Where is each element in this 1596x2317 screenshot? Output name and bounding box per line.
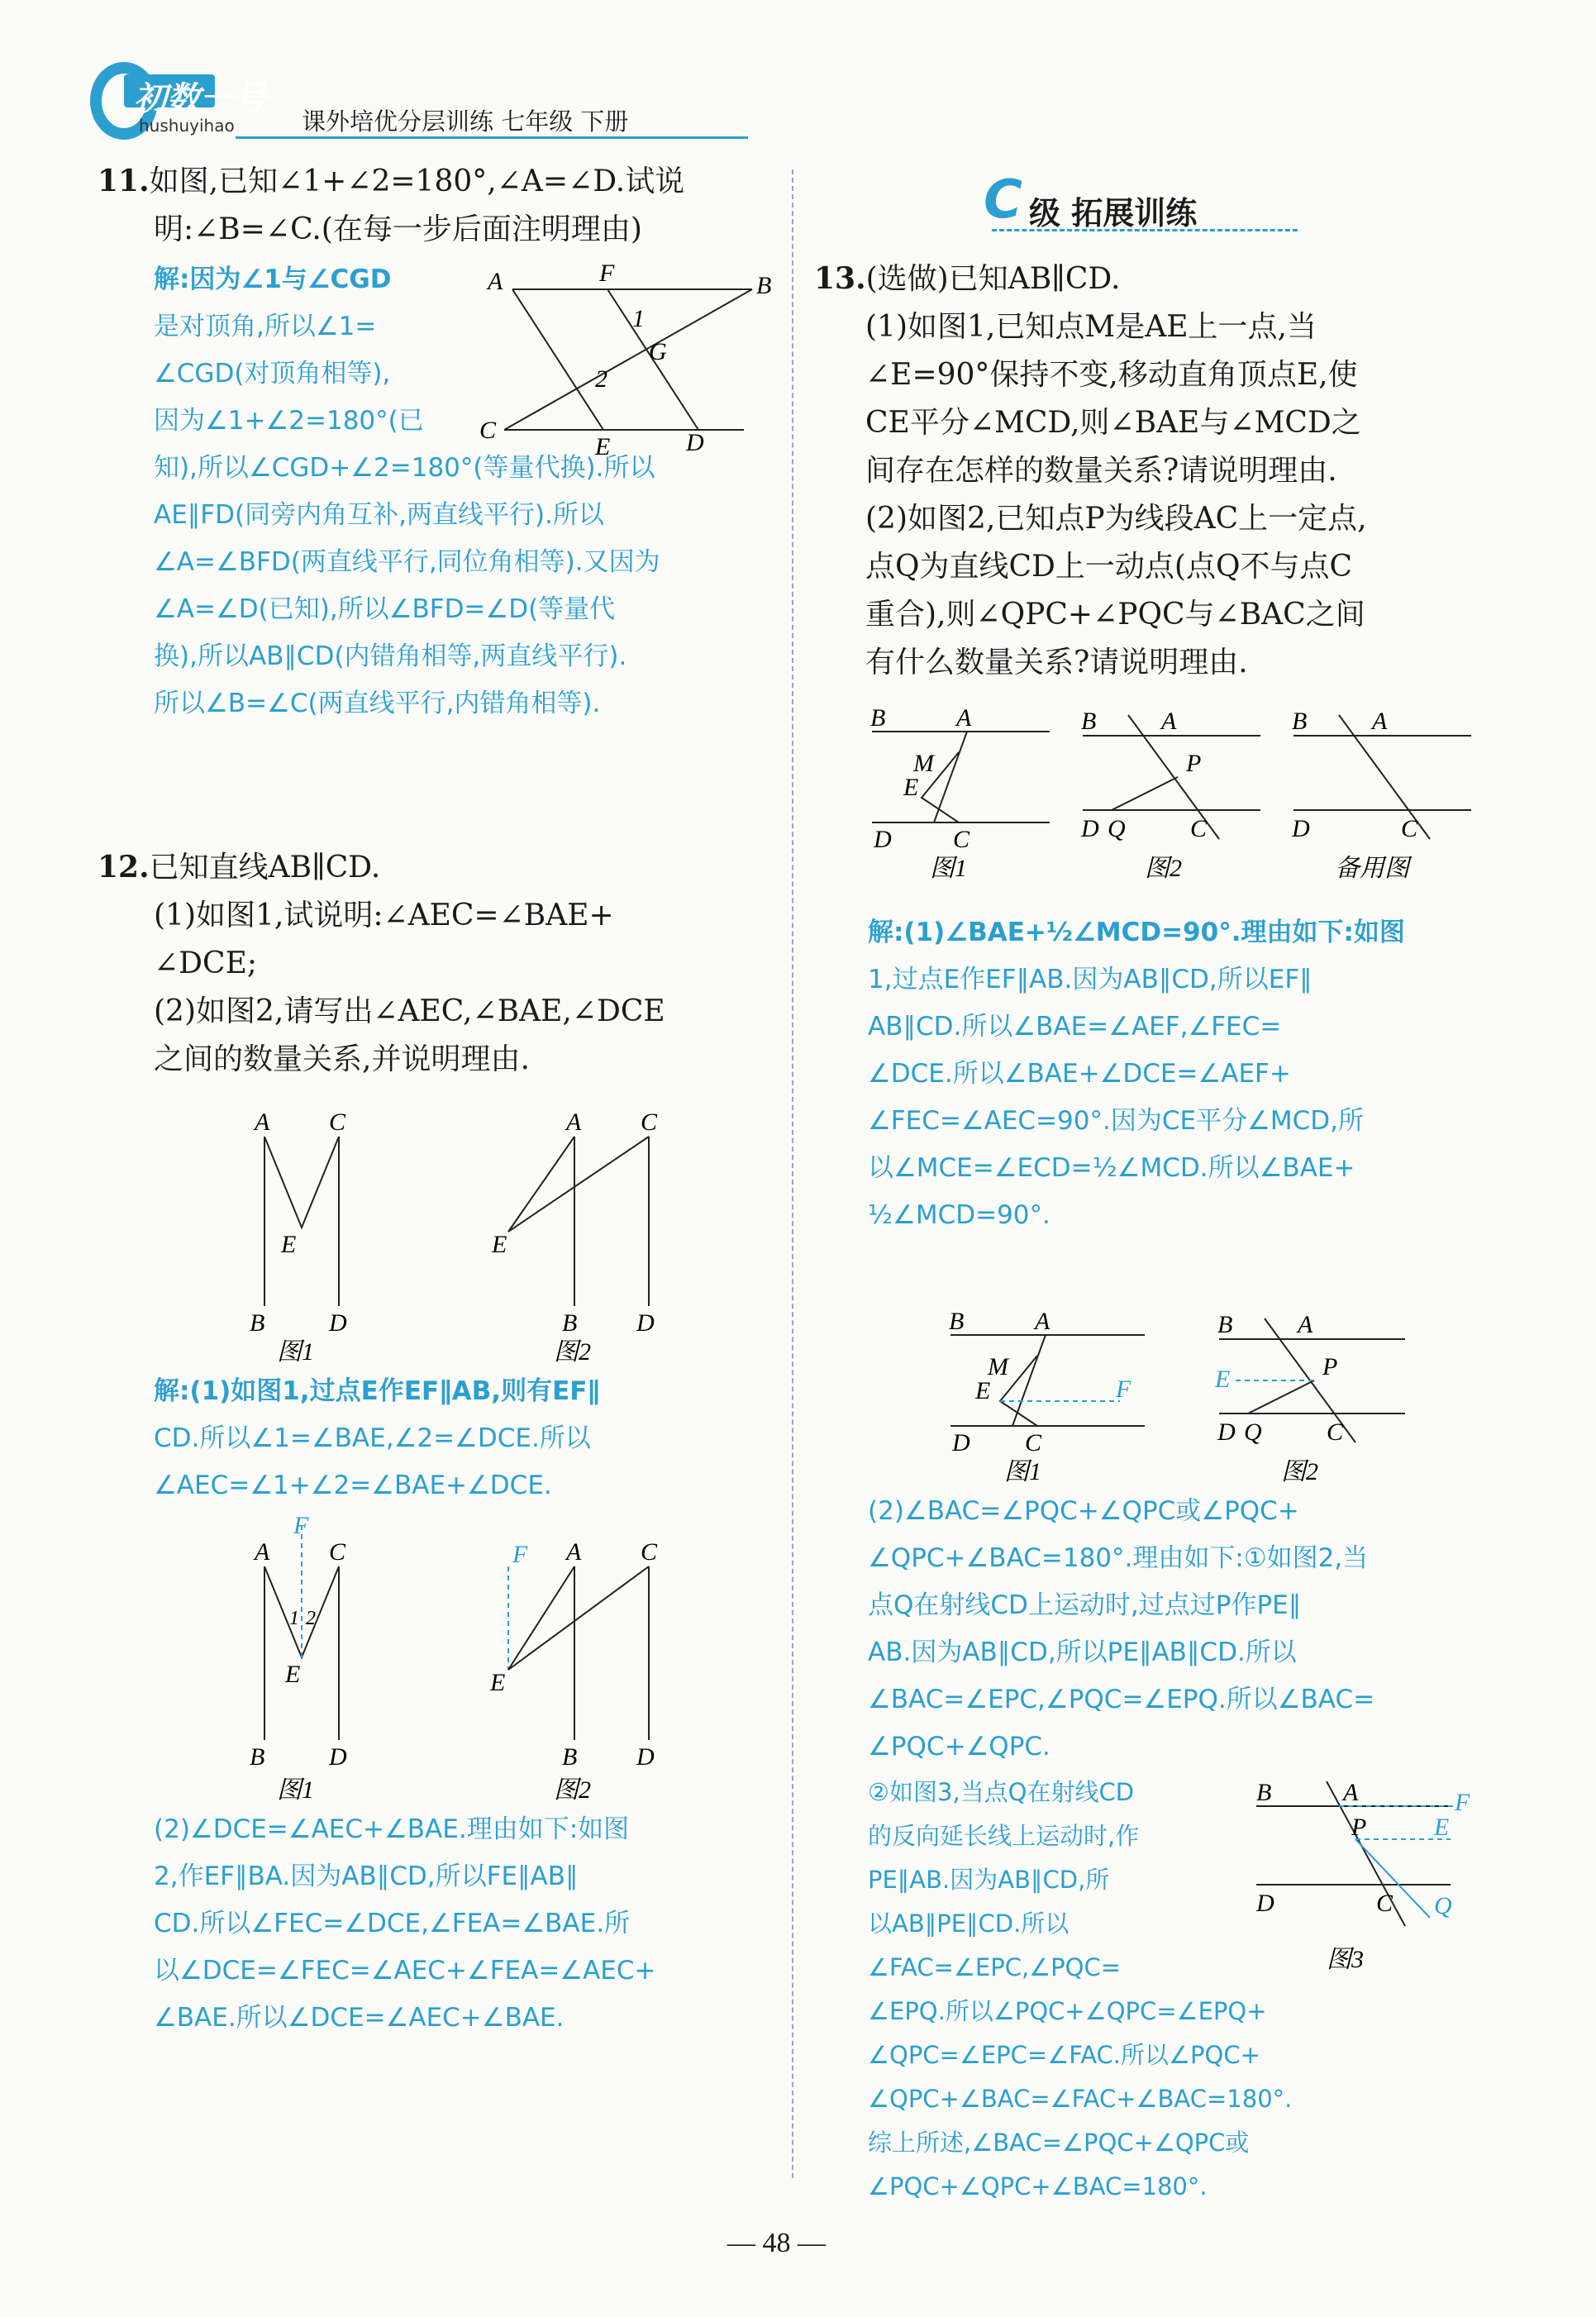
svg-text:E: E <box>281 1231 297 1258</box>
svg-text:B: B <box>1081 708 1097 735</box>
svg-text:D: D <box>952 1429 970 1456</box>
solution-line: ∠QPC=∠EPC=∠FAC.所以∠PQC+ <box>868 2041 1260 2069</box>
svg-text:D: D <box>1256 1890 1274 1917</box>
question-text: (1)如图1,已知点M是AE上一点,当 <box>865 310 1317 344</box>
solution-12-part2 <box>154 1806 765 2042</box>
solution-line: ∠FEC=∠AEC=90°.因为CE平分∠MCD,所 <box>868 1106 1364 1136</box>
svg-text:B: B <box>562 1309 578 1337</box>
solution-line: PE∥AB.因为AB∥CD,所 <box>868 1866 1110 1894</box>
point-label: F <box>599 260 615 287</box>
solution-13-part1 <box>868 909 1554 1239</box>
figure-caption: 图3 <box>1327 1946 1364 1973</box>
question-text: ∠DCE; <box>154 946 257 980</box>
svg-text:B: B <box>870 704 886 732</box>
logo-english: hushuyihao <box>139 116 235 136</box>
svg-text:D: D <box>636 1309 655 1337</box>
point-label: G <box>649 338 667 365</box>
svg-text:E: E <box>1434 1814 1450 1841</box>
svg-text:A: A <box>255 1108 270 1136</box>
solution-line: 知),所以∠CGD+∠2=180°(等量代换).所以 <box>154 453 655 483</box>
figure-caption: 备用图 <box>1335 855 1409 882</box>
svg-text:B: B <box>949 1308 965 1335</box>
solution-line: 1,过点E作EF∥AB.因为AB∥CD,所以EF∥ <box>868 965 1313 994</box>
svg-text:E: E <box>903 774 919 801</box>
figure-q13-sol-3 <box>1248 1769 1479 1976</box>
svg-text:C: C <box>641 1538 658 1566</box>
figure-q13-sol-2 <box>1211 1306 1409 1488</box>
svg-text:C: C <box>1190 815 1208 842</box>
svg-text:E: E <box>285 1661 301 1688</box>
svg-text:Q: Q <box>1244 1418 1262 1446</box>
solution-line: 2,作EF∥BA.因为AB∥CD,所以FE∥AB∥ <box>154 1862 579 1891</box>
question-13 <box>814 255 1541 687</box>
page-number: — 48 — <box>727 2228 826 2258</box>
question-text: 已知直线AB∥CD. <box>149 851 381 884</box>
solution-line: ∠PQC+∠QPC+∠BAC=180°. <box>868 2172 1208 2200</box>
solution-line: 解:(1)如图1,过点E作EF∥AB,则有EF∥ <box>154 1376 600 1406</box>
question-text: (2)如图2,请写出∠AEC,∠BAE,∠DCE <box>154 994 665 1028</box>
svg-text:A: A <box>566 1538 582 1566</box>
figure-caption: 图1 <box>930 855 967 882</box>
svg-text:E: E <box>492 1231 507 1258</box>
svg-text:P: P <box>1351 1814 1367 1841</box>
solution-line: ∠QPC+∠BAC=180°.理由如下:①如图2,当 <box>868 1543 1369 1573</box>
header-rule <box>236 136 748 139</box>
figure-caption: 图2 <box>554 1776 591 1804</box>
svg-text:C: C <box>953 826 970 853</box>
solution-line: ∠AEC=∠1+∠2=∠BAE+∠DCE. <box>154 1471 552 1500</box>
svg-text:B: B <box>1256 1779 1272 1806</box>
angle-label: 1 <box>632 305 645 332</box>
svg-text:2: 2 <box>306 1608 316 1629</box>
column-divider <box>792 169 793 2178</box>
svg-text:Q: Q <box>1434 1892 1452 1919</box>
svg-text:D: D <box>329 1743 347 1771</box>
svg-text:M: M <box>988 1353 1008 1380</box>
section-title: 级 拓展训练 <box>1029 195 1198 231</box>
svg-text:B: B <box>250 1309 265 1337</box>
question-11 <box>98 157 759 254</box>
svg-text:E: E <box>1215 1366 1231 1393</box>
solution-line: ∠QPC+∠BAC=∠FAC+∠BAC=180°. <box>868 2085 1293 2113</box>
svg-text:A: A <box>566 1108 582 1136</box>
solution-line: AB∥CD.所以∠BAE=∠AEF,∠FEC= <box>868 1012 1282 1042</box>
solution-line: ½∠MCD=90°. <box>868 1200 1051 1230</box>
question-text: 有什么数量关系?请说明理由. <box>865 646 1248 679</box>
solution-line: ∠EPQ.所以∠PQC+∠QPC=∠EPQ+ <box>868 1997 1267 2025</box>
question-text: 如图,已知∠1+∠2=180°,∠A=∠D.试说 <box>149 164 685 198</box>
solution-line: ∠BAE.所以∠DCE=∠AEC+∠BAE. <box>154 2003 565 2033</box>
figure-q11 <box>479 260 772 460</box>
svg-text:A: A <box>1035 1308 1051 1335</box>
svg-text:D: D <box>636 1743 655 1771</box>
solution-line: ②如图3,当点Q在射线CD <box>868 1778 1135 1806</box>
svg-text:P: P <box>1322 1353 1338 1380</box>
svg-text:M: M <box>913 750 934 777</box>
figure-q12-sol-1 <box>240 1512 372 1806</box>
svg-text:D: D <box>1292 815 1310 842</box>
question-text: CE平分∠MCD,则∠BAE与∠MCD之 <box>865 406 1361 440</box>
solution-line: 所以∠B=∠C(两直线平行,内错角相等). <box>154 689 601 718</box>
question-text: 点Q为直线CD上一动点(点Q不与点C <box>865 550 1353 584</box>
solution-line: 解:因为∠1与∠CGD <box>154 265 392 294</box>
solution-line: AB.因为AB∥CD,所以PE∥AB∥CD.所以 <box>868 1638 1297 1667</box>
figure-caption: 图1 <box>1004 1458 1041 1485</box>
question-text: 重合),则∠QPC+∠PQC与∠BAC之间 <box>865 598 1365 632</box>
svg-text:C: C <box>641 1108 658 1136</box>
svg-text:C: C <box>1327 1418 1344 1446</box>
question-text: 间存在怎样的数量关系?请说明理由. <box>865 454 1337 488</box>
question-12 <box>98 843 767 1084</box>
point-label: A <box>488 268 503 295</box>
question-text: 明:∠B=∠C.(在每一步后面注明理由) <box>154 212 642 246</box>
solution-line: ∠CGD(对顶角相等), <box>154 359 391 389</box>
svg-text:D: D <box>874 826 892 853</box>
solution-line: (2)∠DCE=∠AEC+∠BAE.理由如下:如图 <box>154 1814 630 1844</box>
svg-text:A: A <box>956 704 972 732</box>
point-label: D <box>686 429 704 456</box>
svg-text:F: F <box>1455 1789 1470 1816</box>
angle-label: 2 <box>595 365 607 393</box>
solution-line: ∠A=∠D(已知),所以∠BFD=∠D(等量代 <box>154 594 616 624</box>
question-number: 12. <box>98 850 150 884</box>
solution-line: 的反向延长线上运动时,作 <box>868 1822 1140 1850</box>
svg-text:A: A <box>1161 708 1177 735</box>
svg-text:A: A <box>255 1538 270 1566</box>
point-label: E <box>595 433 611 460</box>
solution-line: 换),所以AB∥CD(内错角相等,两直线平行). <box>154 641 627 671</box>
question-text: 之间的数量关系,并说明理由. <box>154 1042 530 1076</box>
svg-text:C: C <box>1025 1429 1042 1456</box>
solution-line: 点Q在射线CD上运动时,过点过P作PE∥ <box>868 1590 1302 1620</box>
solution-line: AE∥FD(同旁内角互补,两直线平行).所以 <box>154 500 604 530</box>
svg-text:B: B <box>1217 1311 1233 1338</box>
solution-line: CD.所以∠FEC=∠DCE,∠FEA=∠BAE.所 <box>154 1909 631 1938</box>
figure-q12-1 <box>240 1108 372 1364</box>
solution-line: CD.所以∠1=∠BAE,∠2=∠DCE.所以 <box>154 1423 591 1453</box>
solution-line: 以AB∥PE∥CD.所以 <box>868 1909 1070 1938</box>
svg-text:E: E <box>975 1377 991 1404</box>
svg-text:C: C <box>1401 815 1418 842</box>
question-text: (2)如图2,已知点P为线段AC上一定点, <box>865 502 1367 536</box>
svg-text:C: C <box>329 1108 346 1136</box>
solution-line: ∠DCE.所以∠BAE+∠DCE=∠AEF+ <box>868 1059 1291 1089</box>
svg-text:P: P <box>1186 750 1202 777</box>
header <box>91 58 669 141</box>
solution-line: ∠FAC=∠EPC,∠PQC= <box>868 1953 1122 1981</box>
svg-text:B: B <box>1292 708 1308 735</box>
section-underline <box>992 229 1298 231</box>
figure-q12-2 <box>488 1108 686 1364</box>
svg-text:Q: Q <box>1108 815 1126 842</box>
svg-text:F: F <box>512 1541 528 1568</box>
solution-line: 解:(1)∠BAE+½∠MCD=90°.理由如下:如图 <box>868 918 1405 947</box>
svg-text:B: B <box>250 1743 265 1771</box>
figure-caption: 图1 <box>277 1338 314 1366</box>
solution-line: ∠A=∠BFD(两直线平行,同位角相等).又因为 <box>154 547 660 577</box>
solution-12-part1 <box>154 1368 765 1509</box>
question-text: (1)如图1,试说明:∠AEC=∠BAE+ <box>154 899 614 932</box>
point-label: B <box>756 272 772 299</box>
figure-caption: 图1 <box>277 1776 314 1804</box>
question-text: ∠E=90°保持不变,移动直角顶点E,使 <box>865 358 1358 392</box>
solution-line: 以∠MCE=∠ECD=½∠MCD.所以∠BAE+ <box>868 1153 1355 1183</box>
svg-text:B: B <box>562 1743 578 1771</box>
solution-line: 综上所述,∠BAC=∠PQC+∠QPC或 <box>868 2129 1250 2157</box>
figure-caption: 图2 <box>554 1338 591 1366</box>
figure-q13-sol-1 <box>942 1306 1149 1488</box>
svg-text:D: D <box>1217 1418 1236 1446</box>
point-label: C <box>479 417 497 444</box>
svg-text:A: A <box>1298 1311 1313 1338</box>
question-text: (选做)已知AB∥CD. <box>865 262 1121 296</box>
svg-text:D: D <box>1081 815 1099 842</box>
svg-text:E: E <box>490 1669 506 1696</box>
question-number: 11. <box>98 164 150 198</box>
solution-line: ∠BAC=∠EPC,∠PQC=∠EPQ.所以∠BAC= <box>868 1685 1375 1714</box>
svg-text:F: F <box>293 1512 309 1539</box>
figure-q13-1 <box>864 703 1054 884</box>
svg-text:C: C <box>1376 1890 1394 1917</box>
logo-text: 初数一号 <box>134 80 266 118</box>
solution-line: (2)∠BAC=∠PQC+∠QPC或∠PQC+ <box>868 1496 1299 1526</box>
svg-text:F: F <box>1116 1375 1131 1403</box>
svg-text:A: A <box>1343 1779 1359 1806</box>
svg-text:C: C <box>329 1538 346 1566</box>
figure-q13-2 <box>1074 703 1265 884</box>
solution-line: 以∠DCE=∠FEC=∠AEC+∠FEA=∠AEC+ <box>154 1956 656 1986</box>
question-number: 13. <box>814 261 866 296</box>
header-subtitle: 课外培优分层训练 七年级 下册 <box>302 107 629 136</box>
svg-text:A: A <box>1372 708 1388 735</box>
svg-text:1: 1 <box>289 1608 299 1629</box>
figure-q12-sol-2 <box>488 1538 686 1806</box>
solution-13-part2 <box>868 1488 1554 1771</box>
section-header <box>984 169 1314 236</box>
svg-text:D: D <box>329 1309 347 1337</box>
solution-line: ∠PQC+∠QPC. <box>868 1732 1051 1762</box>
figure-q13-backup <box>1285 703 1475 884</box>
level-letter: C <box>984 169 1022 231</box>
solution-line: 是对顶角,所以∠1= <box>154 312 377 341</box>
figure-caption: 图2 <box>1281 1458 1318 1485</box>
figure-caption: 图2 <box>1145 855 1182 882</box>
solution-line: 因为∠1+∠2=180°(已 <box>154 406 424 436</box>
